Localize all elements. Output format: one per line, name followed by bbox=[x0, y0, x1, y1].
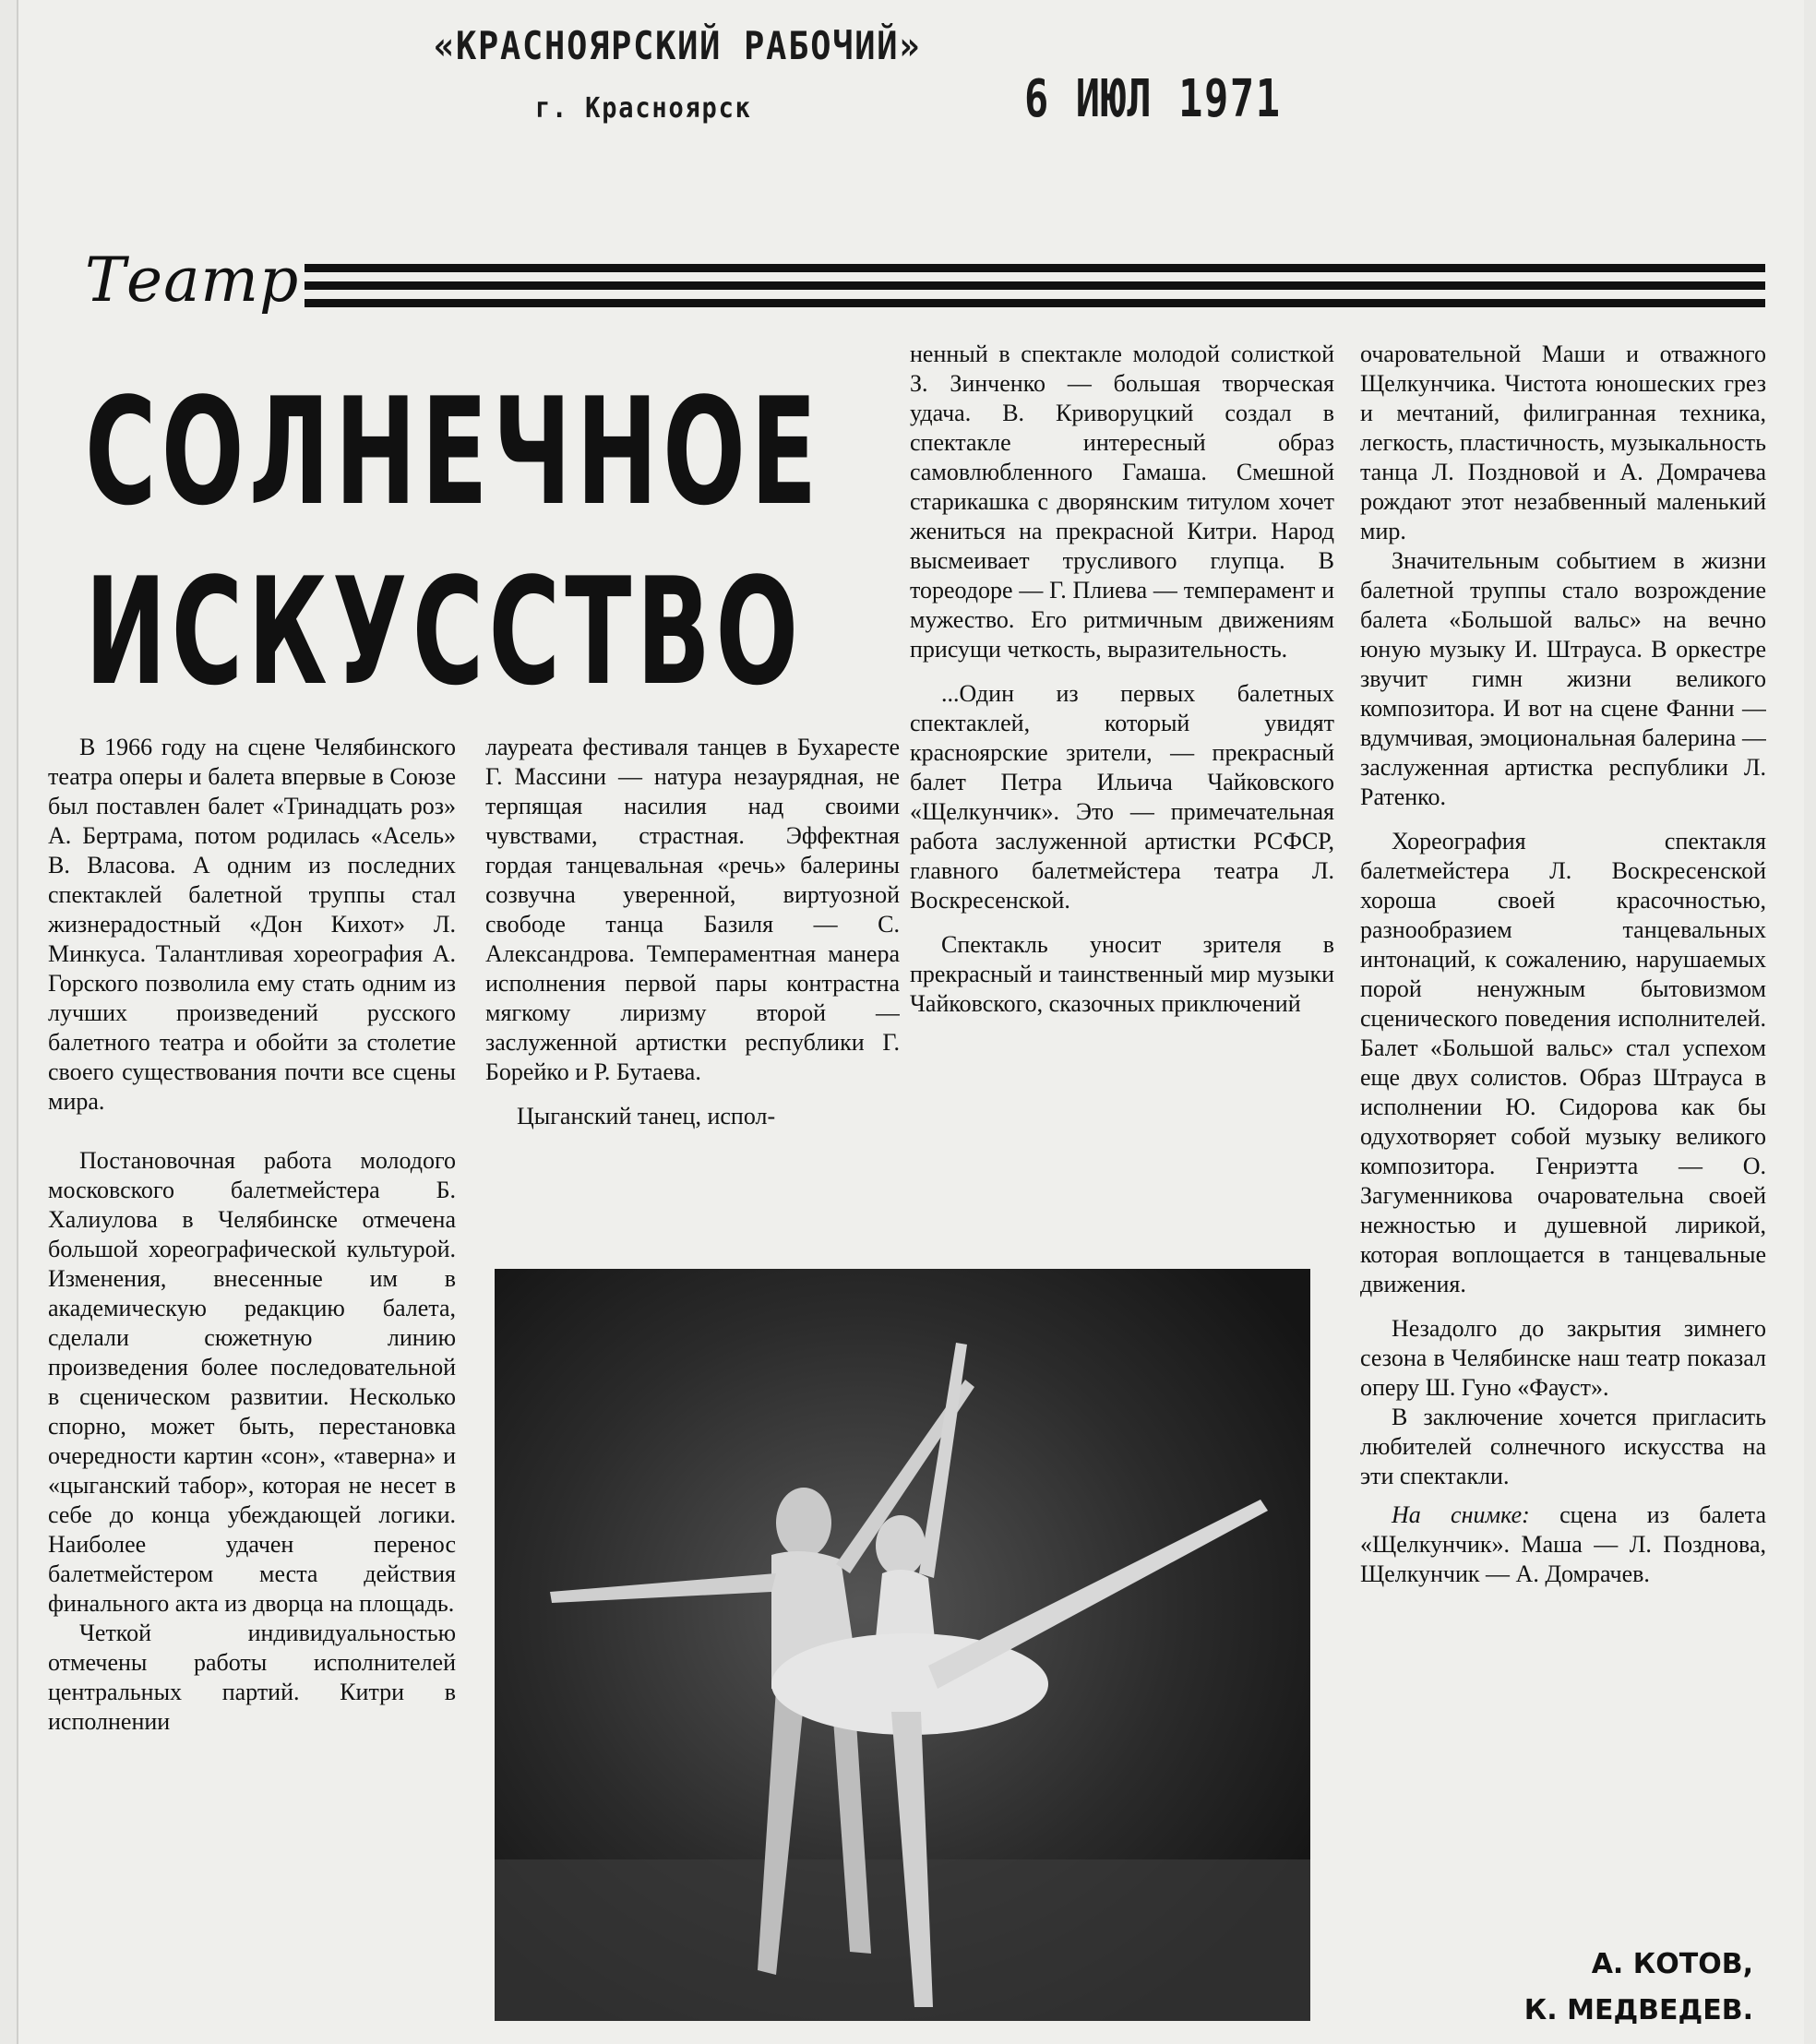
rubric-rule-middle bbox=[305, 281, 1765, 290]
article-column-1 bbox=[48, 733, 456, 2043]
paragraph: Четкой индивидуальностью отмечены работы исполнителей центральных партий. Китри в исполнении bbox=[48, 1620, 456, 1735]
paragraph: ненный в спектакле молодой солисткой З. Зинченко — большая творческая удача. В. Криворуцкий создал в спектакле интересный образ самовлюбленного Гамаша. Смешной старикашка с дворянским титулом хочет жениться на прекрасной Китри. Народ высмеивает трусливого глупца. В тореодоре — Г. Плиева — темперамент и мужество. Его ритмичным движениям присущи четкость, выразительность. bbox=[910, 341, 1334, 663]
article-column-2 bbox=[485, 733, 900, 1213]
paragraph: очаровательной Маши и отважного Щелкунчика. Чистота юношеских грез и мечтаний, филигранная техника, легкость, пластичность, музыкальность танца Л. Поздновой и А. Домрачева рождают этот незабвенный маленький мир. bbox=[1360, 341, 1766, 544]
photo-caption bbox=[1360, 1500, 1766, 1589]
newspaper-name-stamp: «КРАСНОЯРСКИЙ РАБОЧИЙ» bbox=[434, 23, 922, 68]
author-name: К. МЕДВЕДЕВ. bbox=[1523, 1994, 1753, 2026]
paragraph: ...Один из первых балетных спектаклей, который увидят красноярские зрители, — прекрасный балет Петра Ильича Чайковского «Щелкунчик». Это — примечательная работа заслуженной артистки РСФСР, главного балетмейстера театра Л. Воскресенской. bbox=[910, 680, 1334, 914]
ballet-photo bbox=[495, 1269, 1310, 2021]
caption-label: На снимке: bbox=[1392, 1501, 1530, 1528]
author-name: А. КОТОВ, bbox=[1591, 1948, 1753, 1980]
paragraph: Хореография спектакля балетмейстера Л. Воскресенской хороша своей красочностью, разнообразием танцевальных интонаций, к сожалению, нарушаемых порой ненужным бытовизмом сценического поведения исполнителей. Балет «Большой вальс» стал успехом еще двух солистов. Образ Штрауса в исполнении Ю. Сидорова как бы одухотворяет собой музыку великого композитора. Генриэтта — О. Загуменникова очаровательна своей нежностью и душевной лирикой, которая воплощается в танцевальные движения. bbox=[1360, 828, 1766, 1297]
article-column-3 bbox=[910, 340, 1334, 1276]
headline-line-1: СОЛНЕЧНОЕ bbox=[85, 365, 822, 538]
newspaper-city-stamp: г. Красноярск bbox=[535, 92, 752, 125]
paragraph: Цыганский танец, испол- bbox=[517, 1103, 776, 1130]
article-column-4 bbox=[1360, 340, 1766, 2001]
paragraph: Спектакль уносит зрителя в прекрасный и таинственный мир музыки Чайковского, сказочных приключений bbox=[910, 931, 1334, 1017]
paragraph: Незадолго до закрытия зимнего сезона в Челябинске наш театр показал оперу Ш. Гуно «Фауст». bbox=[1360, 1315, 1766, 1401]
rubric-rule-bottom bbox=[305, 299, 1765, 307]
date-stamp: 6 ИЮЛ 1971 bbox=[1024, 69, 1282, 129]
author-signature bbox=[1476, 1942, 1753, 2034]
ballet-dancers-image bbox=[495, 1269, 1310, 2021]
paragraph: В 1966 году на сцене Челябинского театра оперы и балета впервые в Союзе был поставлен балет «Тринадцать роз» А. Бертрама, потом родилась «Асель» В. Власова. А одним из последних спектаклей балетной труппы стал жизнерадостный «Дон Кихот» Л. Минкуса. Талантливая хореография А. Горского позволила ему стать одним из лучших произведений русского балетного театра и обойти за столетие своего существования почти все сцены мира. bbox=[48, 734, 456, 1115]
headline-line-2: ИСКУССТВО bbox=[85, 545, 804, 718]
paragraph: Постановочная работа молодого московского балетмейстера Б. Халиулова в Челябинске отмечена большой хореографической культурой. Изменения, внесенные им в академическую редакцию балета, сделали сюжетную линию произведения более последовательной в сценическом развитии. Несколько спорно, может быть, перестановка очередности картин «сон», «таверна» и «цыганский табор», которая не несет в себе до конца убеждающей логики. Наиболее удачен перенос балетмейстером места действия финального акта из дворца на площадь. bbox=[48, 1147, 456, 1617]
rubric-rule-top bbox=[305, 264, 1765, 272]
paragraph: лауреата фестиваля танцев в Бухаресте Г. Массини — натура незаурядная, не терпящая насилия над своими чувствами, страстная. Эффектная гордая танцевальная «речь» балерины созвучна уверенной, виртуозной свободе танца Базиля — С. Александрова. Темпераментная манера исполнения первой пары контрастна мягкому лиризму второй — заслуженной артистки республики Г. Борейко и Р. Бутаева. bbox=[485, 734, 900, 1085]
paragraph: В заключение хочется пригласить любителей солнечного искусства на эти спектакли. bbox=[1360, 1404, 1766, 1489]
paragraph: Значительным событием в жизни балетной труппы стало возрождение балета «Большой вальс» на вечно юную музыку И. Штрауса. В оркестре звучит гимн жизни великого композитора. И вот на сцене Фанни — вдумчивая, эмоциональная балерина — заслуженная артистка республики Л. Ратенко. bbox=[1360, 547, 1766, 810]
rubric-label: Театр bbox=[85, 245, 300, 316]
caption-text: сцена из балета «Щелкунчик». Маша — Л. Позднова, Щелкунчик — А. Домрачев. bbox=[1360, 1501, 1766, 1587]
